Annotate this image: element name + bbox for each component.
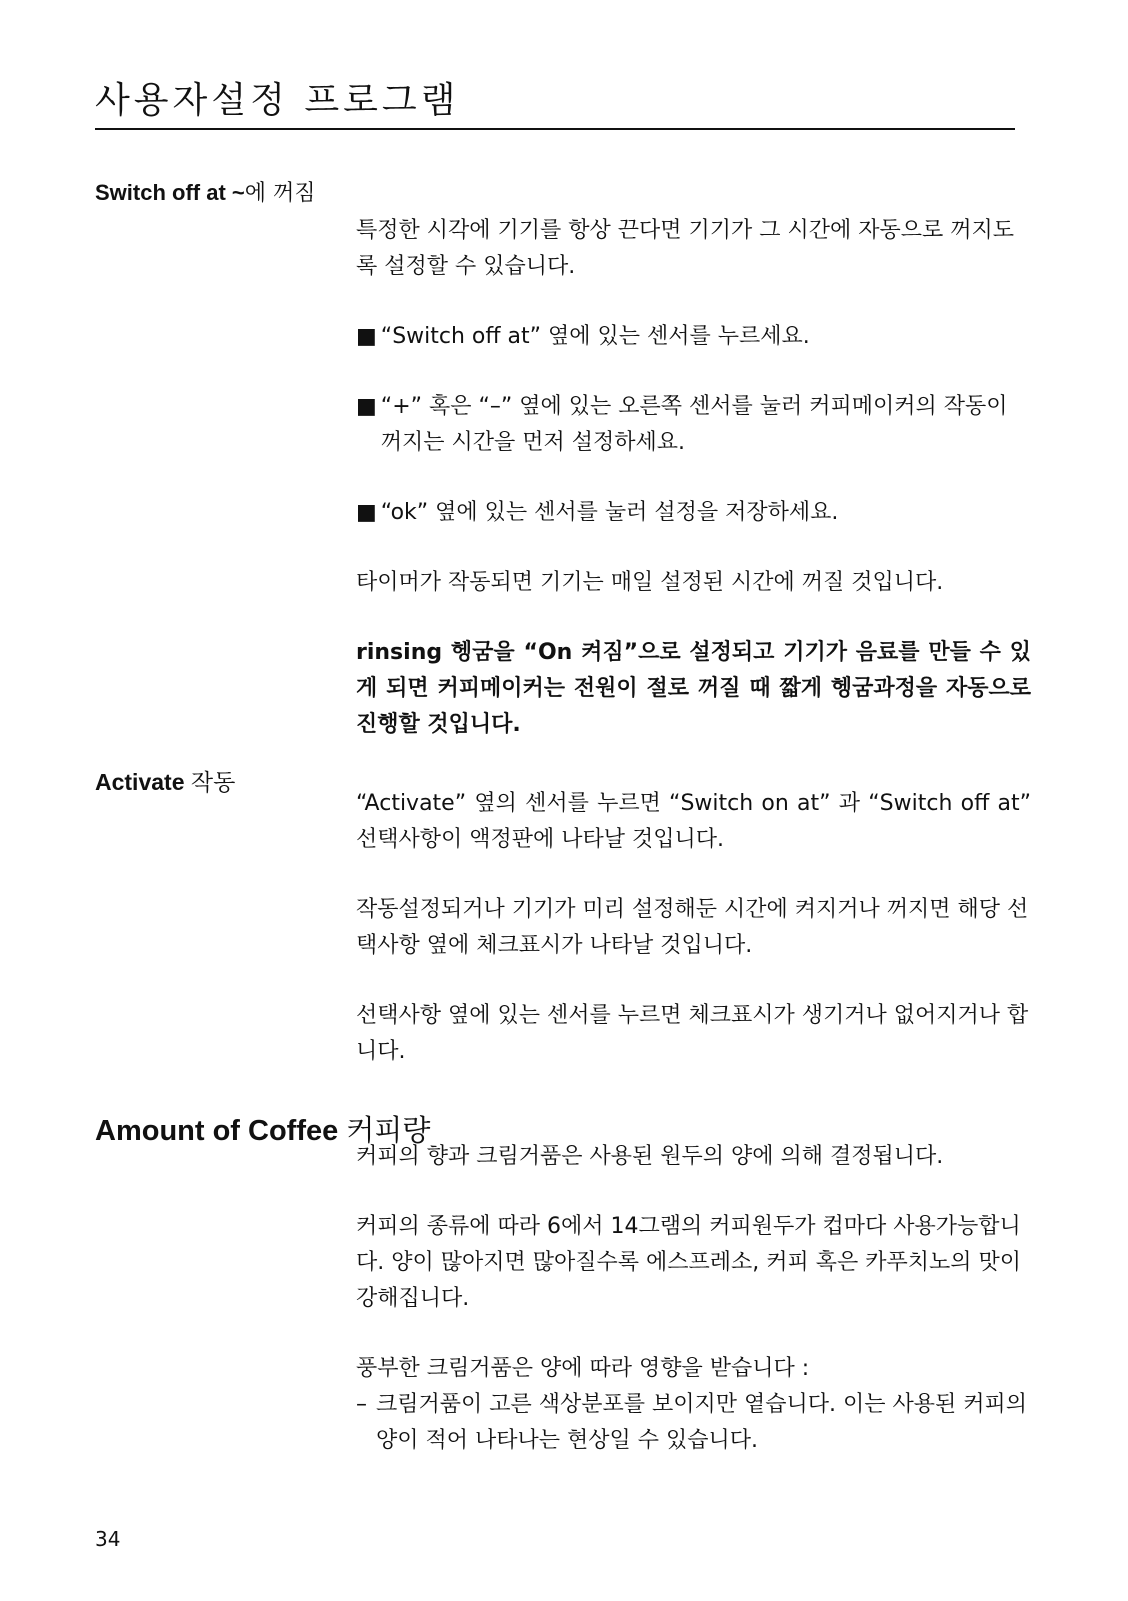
section-heading-en: Activate (95, 769, 185, 795)
section-heading-activate (95, 764, 235, 797)
section-heading-switch-off (95, 176, 316, 207)
amount-body (356, 1139, 1031, 1459)
section-heading-ko: 에 꺼짐 (244, 181, 316, 206)
section-heading-en: Switch off at ~ (95, 180, 245, 205)
switch-off-body (356, 213, 1031, 743)
section-heading-ko: 커피량 (346, 1113, 431, 1147)
bullet-text: “Switch off at” 옆에 있는 센서를 누르세요. (380, 324, 810, 349)
activate-p1: “Activate” 옆의 센서를 누르면 “Switch on at” 과 “Switch off at” 선택사항이 액정판에 나타날 것입니다. (356, 791, 1031, 852)
bullet-square-icon: ■ (356, 500, 377, 525)
amount-p3: 풍부한 크림거품은 양에 따라 영향을 받습니다 : (356, 1356, 810, 1381)
section-heading-ko: 작동 (190, 770, 236, 796)
bullet-square-icon: ■ (356, 394, 377, 419)
activate-body (356, 786, 1031, 1070)
timer-note: 타이머가 작동되면 기기는 매일 설정된 시간에 꺼질 것입니다. (356, 570, 944, 595)
dash-text: 크림거품이 고른 색상분포를 보이지만 옅습니다. 이는 사용된 커피의 양이 적어 나타나는 현상일 수 있습니다. (376, 1392, 1028, 1453)
rinsing-note: rinsing 헹굼을 “On 켜짐”으로 설정되고 기기가 음료를 만들 수 있게 되면 커피메이커는 전원이 절로 꺼질 때 짧게 헹굼과정을 자동으로 진행할 것입니다. (356, 640, 1031, 737)
bullet-square-icon: ■ (356, 324, 377, 349)
dash-item (356, 1387, 1031, 1459)
amount-p2: 커피의 종류에 따라 6에서 14그램의 커피원두가 컵마다 사용가능합니다. 양이 많아지면 많아질수록 에스프레소, 커피 혹은 카푸치노의 맛이 강해집니다. (356, 1214, 1021, 1311)
bullet-item (356, 389, 1031, 461)
bullet-text: “+” 혹은 “–” 옆에 있는 오른쪽 센서를 눌러 커피메이커의 작동이 꺼지는 시간을 먼저 설정하세요. (380, 394, 1008, 455)
bullet-item (356, 319, 1031, 355)
section-heading-en: Amount of Coffee (95, 1115, 339, 1147)
page-title: 사용자설정 프로그램 (95, 78, 1015, 130)
switch-off-intro: 특정한 시각에 기기를 항상 끈다면 기기가 그 시간에 자동으로 꺼지도록 설정할 수 있습니다. (356, 218, 1014, 279)
page-number: 34 (95, 1527, 121, 1551)
activate-p2: 작동설정되거나 기기가 미리 설정해둔 시간에 켜지거나 꺼지면 해당 선택사항 옆에 체크표시가 나타날 것입니다. (356, 897, 1029, 958)
amount-p1: 커피의 향과 크림거품은 사용된 원두의 양에 의해 결정됩니다. (356, 1144, 944, 1169)
bullet-item (356, 495, 1031, 531)
bullet-text: “ok” 옆에 있는 센서를 눌러 설정을 저장하세요. (380, 500, 839, 525)
dash-marker: – (356, 1392, 367, 1417)
activate-p3: 선택사항 옆에 있는 센서를 누르면 체크표시가 생기거나 없어지거나 합니다. (356, 1003, 1029, 1064)
